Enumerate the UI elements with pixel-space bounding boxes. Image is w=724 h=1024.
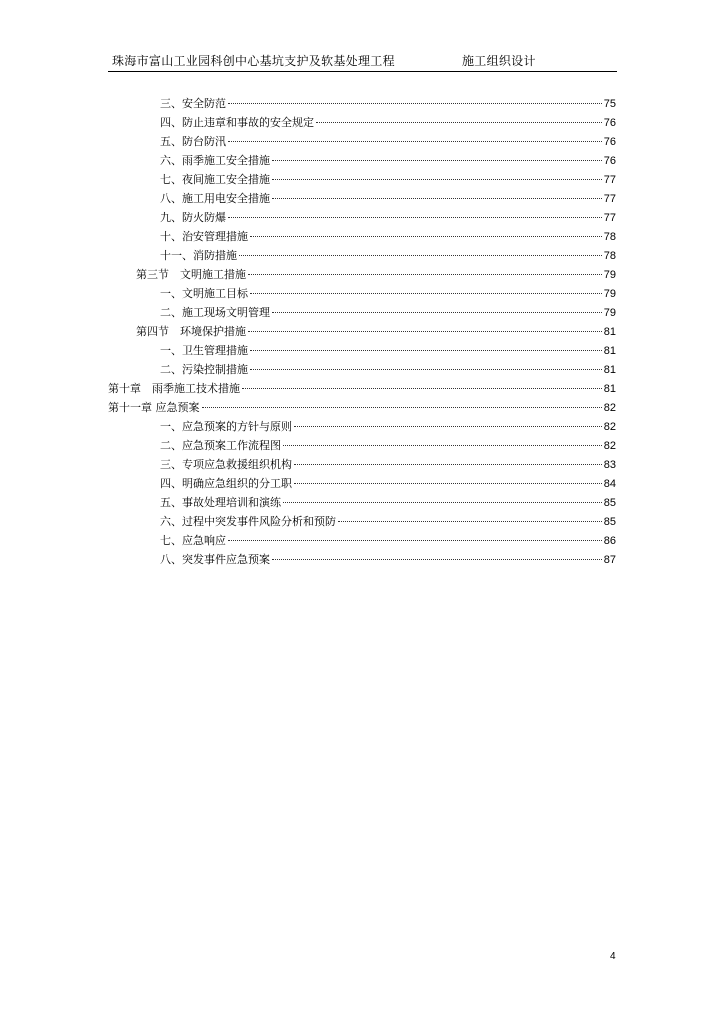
toc-entry-page: 87	[603, 554, 616, 566]
toc-entry-page: 85	[603, 497, 616, 509]
toc-entry-page: 82	[603, 421, 616, 433]
toc-entry[interactable]	[160, 532, 616, 550]
toc-entry-page: 84	[603, 478, 616, 490]
toc-leader-dots	[294, 483, 602, 484]
toc-entry-label: 五、防台防汛	[160, 135, 226, 148]
toc-leader-dots	[228, 217, 602, 218]
toc-leader-dots	[239, 255, 602, 256]
toc-entry-page: 82	[603, 402, 616, 414]
toc-entry-page: 76	[603, 155, 616, 167]
header-divider	[108, 71, 617, 72]
toc-leader-dots	[242, 388, 602, 389]
toc-entry-label: 五、事故处理培训和演练	[160, 496, 281, 509]
toc-entry-page: 81	[603, 326, 616, 338]
toc-entry-label: 二、污染控制措施	[160, 363, 248, 376]
toc-entry-label: 十、治安管理措施	[160, 230, 248, 243]
toc-entry[interactable]	[160, 190, 616, 208]
page-number: 4	[610, 951, 616, 962]
toc-entry-page: 77	[603, 212, 616, 224]
toc-leader-dots	[294, 464, 602, 465]
toc-leader-dots	[228, 540, 602, 541]
toc-leader-dots	[272, 559, 602, 560]
toc-leader-dots	[316, 122, 602, 123]
toc-entry-page: 77	[603, 193, 616, 205]
toc-entry[interactable]	[160, 361, 616, 379]
toc-entry-label: 七、夜间施工安全措施	[160, 173, 270, 186]
toc-entry[interactable]	[160, 247, 616, 265]
toc-entry-page: 78	[603, 231, 616, 243]
toc-entry[interactable]	[160, 437, 616, 455]
toc-leader-dots	[248, 274, 602, 275]
toc-entry[interactable]	[160, 95, 616, 113]
toc-entry-label: 一、文明施工目标	[160, 287, 248, 300]
toc-entry[interactable]	[160, 114, 616, 132]
toc-entry-chapter[interactable]	[108, 399, 616, 417]
toc-entry[interactable]	[160, 513, 616, 531]
toc-entry[interactable]	[160, 133, 616, 151]
toc-entry-label: 七、应急响应	[160, 534, 226, 547]
toc-leader-dots	[228, 141, 602, 142]
toc-entry-section[interactable]	[136, 266, 616, 284]
toc-entry[interactable]	[160, 418, 616, 436]
toc-entry-label: 八、突发事件应急预案	[160, 553, 270, 566]
toc-leader-dots	[272, 160, 602, 161]
toc-entry-page: 81	[603, 383, 616, 395]
toc-entry-label: 第十章 雨季施工技术措施	[108, 382, 240, 395]
toc-entry-label: 二、施工现场文明管理	[160, 306, 270, 319]
toc-entry[interactable]	[160, 551, 616, 569]
toc-entry[interactable]	[160, 475, 616, 493]
toc-entry-page: 85	[603, 516, 616, 528]
toc-entry-page: 78	[603, 250, 616, 262]
toc-entry-page: 76	[603, 136, 616, 148]
header-project-title: 珠海市富山工业园科创中心基坑支护及软基处理工程	[112, 54, 395, 68]
toc-leader-dots	[294, 426, 602, 427]
toc-entry[interactable]	[160, 285, 616, 303]
toc-entry[interactable]	[160, 342, 616, 360]
toc-entry-label: 第十一章 应急预案	[108, 401, 200, 414]
toc-leader-dots	[272, 198, 602, 199]
toc-entry[interactable]	[160, 228, 616, 246]
toc-entry[interactable]	[160, 152, 616, 170]
toc-entry[interactable]	[160, 304, 616, 322]
toc-entry-page: 81	[603, 364, 616, 376]
toc-entry-label: 三、安全防范	[160, 97, 226, 110]
toc-leader-dots	[283, 502, 602, 503]
toc-leader-dots	[272, 179, 602, 180]
toc-entry-label: 二、应急预案工作流程图	[160, 439, 281, 452]
toc-leader-dots	[228, 103, 602, 104]
toc-entry-page: 79	[603, 307, 616, 319]
toc-entry-label: 一、应急预案的方针与原则	[160, 420, 292, 433]
toc-leader-dots	[250, 369, 602, 370]
toc-entry-label: 四、明确应急组织的分工职	[160, 477, 292, 490]
toc-entry-label: 九、防火防爆	[160, 211, 226, 224]
toc-entry[interactable]	[160, 209, 616, 227]
toc-entry-label: 第四节 环境保护措施	[136, 325, 246, 338]
page-header	[112, 52, 617, 72]
toc-leader-dots	[338, 521, 602, 522]
toc-entry-page: 75	[603, 98, 616, 110]
toc-entry-page: 79	[603, 288, 616, 300]
toc-entry-label: 六、雨季施工安全措施	[160, 154, 270, 167]
toc-entry[interactable]	[160, 456, 616, 474]
toc-leader-dots	[283, 445, 602, 446]
toc-entry-chapter[interactable]	[108, 380, 616, 398]
toc-leader-dots	[272, 312, 602, 313]
toc-entry-page: 77	[603, 174, 616, 186]
toc-entry-page: 86	[603, 535, 616, 547]
toc-leader-dots	[250, 236, 602, 237]
header-document-type: 施工组织设计	[462, 54, 536, 68]
toc-entry[interactable]	[160, 171, 616, 189]
toc-entry-page: 82	[603, 440, 616, 452]
toc-entry-label: 三、专项应急救援组织机构	[160, 458, 292, 471]
toc-entry-section[interactable]	[136, 323, 616, 341]
toc-entry-label: 一、卫生管理措施	[160, 344, 248, 357]
toc-leader-dots	[250, 350, 602, 351]
toc-entry-label: 第三节 文明施工措施	[136, 268, 246, 281]
toc-leader-dots	[202, 407, 602, 408]
toc-entry-page: 83	[603, 459, 616, 471]
toc-leader-dots	[248, 331, 602, 332]
toc-entry-label: 十一、消防措施	[160, 249, 237, 262]
toc-entry-label: 四、防止违章和事故的安全规定	[160, 116, 314, 129]
toc-entry[interactable]	[160, 494, 616, 512]
toc-entry-page: 81	[603, 345, 616, 357]
toc-entry-page: 79	[603, 269, 616, 281]
toc-leader-dots	[250, 293, 602, 294]
toc-entry-label: 六、过程中突发事件风险分析和预防	[160, 515, 336, 528]
toc-entry-page: 76	[603, 117, 616, 129]
toc-entry-label: 八、施工用电安全措施	[160, 192, 270, 205]
